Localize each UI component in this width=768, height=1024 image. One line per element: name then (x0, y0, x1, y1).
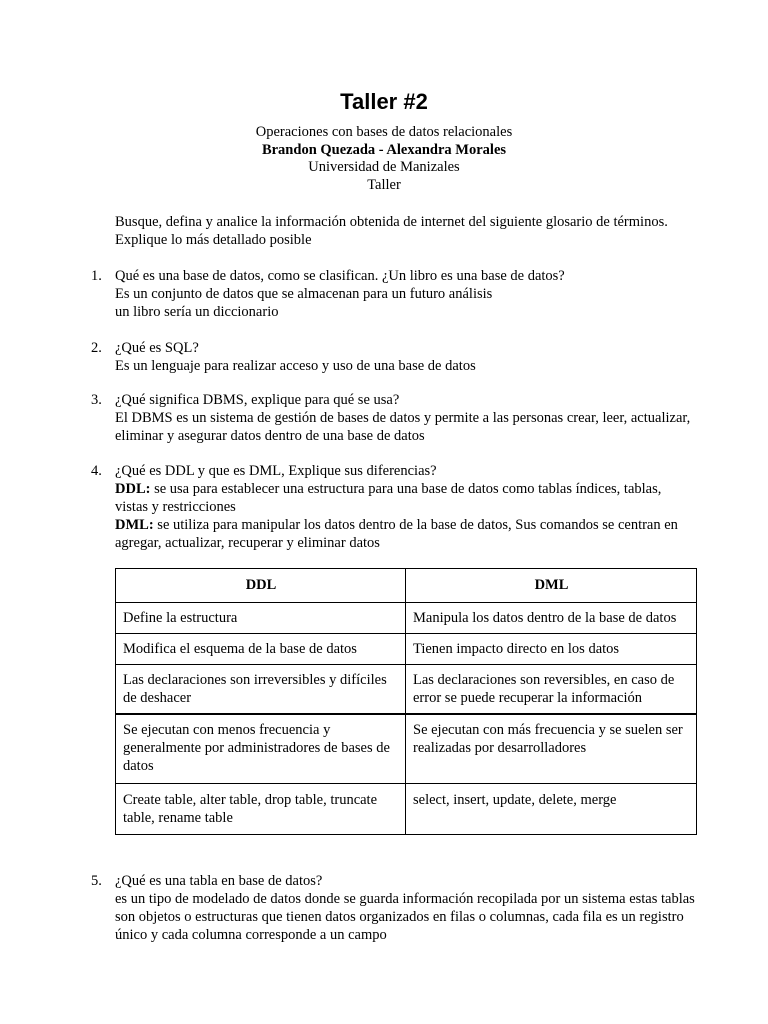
table-row (116, 634, 697, 665)
dml-definition (115, 516, 695, 552)
answer-text: El DBMS es un sistema de gestión de bases de datos y permite a las personas crear, leer, actualizar, eliminar y asegurar datos dentro de una base de datos (115, 410, 691, 444)
ddl-label: DDL: (115, 481, 151, 497)
document-type-line: Taller (367, 176, 401, 193)
question-number: 3. (91, 392, 102, 408)
authors-line: Brandon Quezada - Alexandra Morales (261, 141, 507, 158)
question-text: ¿Qué es SQL? (115, 340, 199, 356)
table-cell: Las declaraciones son reversibles, en caso de error se puede recuperar la información (406, 665, 697, 715)
table-row (116, 784, 697, 835)
answer-text: Es un conjunto de datos que se almacenan para un futuro análisis (115, 286, 493, 302)
question-number: 1. (91, 268, 102, 284)
instructions-line-1: Busque, defina y analice la información obtenida de internet del siguiente glosario de términos. (115, 214, 668, 230)
table-cell: Create table, alter table, drop table, truncate table, rename table (116, 784, 406, 835)
instructions (115, 213, 725, 249)
subject-line: Operaciones con bases de datos relacionales (255, 124, 513, 140)
answer-text: Es un lenguaje para realizar acceso y uso de una base de datos (115, 358, 476, 374)
document-header (0, 124, 768, 194)
ddl-dml-comparison-table (115, 568, 697, 835)
table-cell: Manipula los datos dentro de la base de datos (406, 603, 697, 634)
question-text: ¿Qué es DDL y que es DML, Explique sus diferencias? (115, 463, 437, 479)
table-header-cell: DML (406, 569, 697, 603)
table-header-row (116, 569, 697, 603)
ddl-text: se usa para establecer una estructura para una base de datos como tablas índices, tablas, vistas y restricciones (115, 481, 662, 515)
table-cell: Se ejecutan con menos frecuencia y generalmente por administradores de bases de datos (116, 714, 406, 784)
table-row (116, 665, 697, 715)
table-cell: Modifica el esquema de la base de datos (116, 634, 406, 665)
table-cell: Define la estructura (116, 603, 406, 634)
table-row (116, 714, 697, 784)
question-text: ¿Qué es una tabla en base de datos? (115, 873, 323, 889)
table-cell: Las declaraciones son irreversibles y difíciles de deshacer (116, 665, 406, 715)
table-row (116, 603, 697, 634)
question-number: 4. (91, 463, 102, 479)
instructions-line-2: Explique lo más detallado posible (115, 232, 312, 248)
table-header-cell: DDL (116, 569, 406, 603)
page-title: Taller #2 (340, 89, 428, 114)
dml-text: se utiliza para manipular los datos dentro de la base de datos, Sus comandos se centran en agregar, actualizar, recuperar y eliminar datos (115, 517, 678, 551)
table-cell: select, insert, update, delete, merge (406, 784, 697, 835)
answer-text: es un tipo de modelado de datos donde se guarda información recopilada por un sistema estas tablas son objetos o estructuras que tienen datos organizados en filas o columnas, cada fila es un registro único y cada columna corresponde a un campo (115, 891, 695, 943)
question-number: 5. (91, 873, 102, 889)
question-number: 2. (91, 340, 102, 356)
university-line: Universidad de Manizales (308, 159, 460, 175)
table-cell: Tienen impacto directo en los datos (406, 634, 697, 665)
question-text: Qué es una base de datos, como se clasifican. ¿Un libro es una base de datos? (115, 268, 565, 284)
dml-label: DML: (115, 517, 154, 533)
table-cell: Se ejecutan con más frecuencia y se suelen ser realizadas por desarrolladores (406, 714, 697, 784)
question-text: ¿Qué significa DBMS, explique para qué se usa? (115, 392, 400, 408)
answer-text: un libro sería un diccionario (115, 304, 279, 320)
ddl-definition (115, 480, 695, 516)
